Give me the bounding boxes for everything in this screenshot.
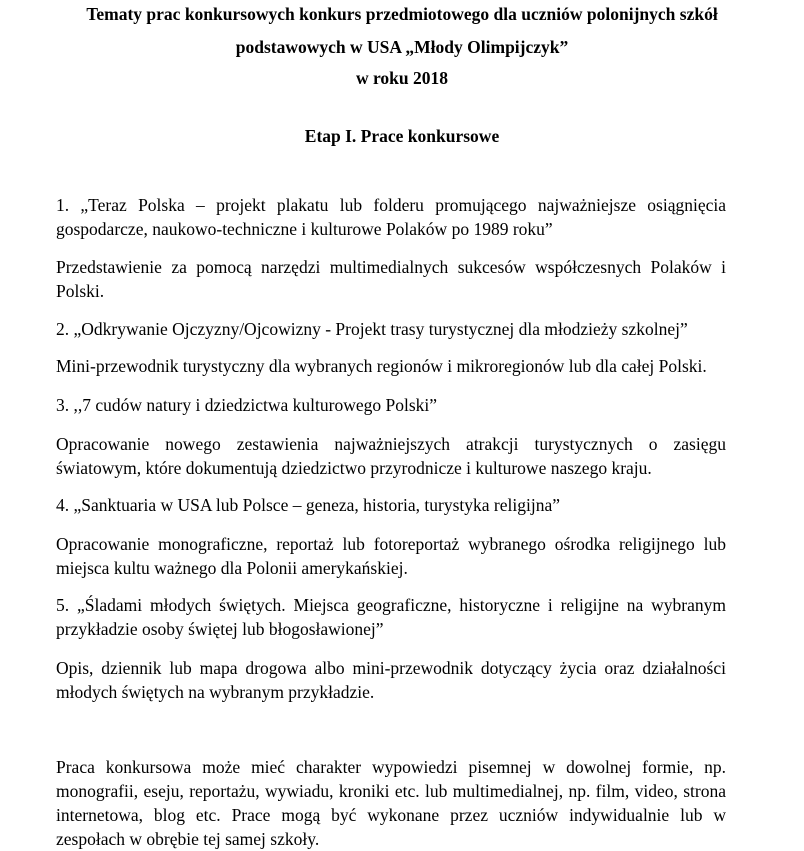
topic-3-description: Opracowanie nowego zestawienia najważniejszych atrakcji turystycznych o zasięgu światowym, które dokumentują dziedzictwo przyrodnicze i kulturowe naszego kraju. bbox=[56, 434, 726, 478]
closing-paragraph: Praca konkursowa może mieć charakter wypowiedzi pisemnej w dowolnej formie, np. monografii, eseju, reportażu, wywiadu, kroniki etc. lub multimedialnej, np. film, video, strona internetowa, blog etc. Prace mogą być wykonane przez uczniów indywidualnie lub w zespołach w obrębie tej samej szkoły. bbox=[56, 757, 726, 849]
document-title-line-2: podstawowych w USA „Młody Olimpijczyk” bbox=[235, 37, 569, 57]
topic-1-description: Przedstawienie za pomocą narzędzi multimedialnych sukcesów współczesnych Polaków i Polski. bbox=[56, 257, 726, 301]
topic-5-title: 5. „Śladami młodych świętych. Miejsca geograficzne, historyczne i religijne na wybranym przykładzie osoby świętej lub błogosławionej” bbox=[56, 595, 726, 639]
topic-2-description: Mini-przewodnik turystyczny dla wybranych regionów i mikroregionów lub dla całej Polski. bbox=[56, 356, 707, 376]
topic-1-title: 1. „Teraz Polska – projekt plakatu lub folderu promującego najważniejsze osiągnięcia gospodarcze, naukowo-techniczne i kulturowe Polaków po 1989 roku” bbox=[56, 195, 726, 239]
topic-4-description: Opracowanie monograficzne, reportaż lub fotoreportaż wybranego ośrodka religijnego lub miejsca kultu ważnego dla Polonii amerykańskiej. bbox=[56, 534, 726, 578]
document-title-line-3: w roku 2018 bbox=[355, 68, 449, 88]
topic-2-title: 2. „Odkrywanie Ojczyzny/Ojcowizny - Projekt trasy turystycznej dla młodzieży szkolnej” bbox=[56, 319, 688, 339]
topic-4-title: 4. „Sanktuaria w USA lub Polsce – geneza, historia, turystyka religijna” bbox=[56, 495, 560, 515]
document-title-line-1: Tematy prac konkursowych konkurs przedmiotowego dla uczniów polonijnych szkół bbox=[86, 4, 718, 24]
topic-5-description: Opis, dziennik lub mapa drogowa albo mini-przewodnik dotyczący życia oraz działalności młodych świętych na wybranym przykładzie. bbox=[56, 658, 726, 702]
topic-3-title: 3. ,,7 cudów natury i dziedzictwa kulturowego Polski” bbox=[56, 395, 438, 415]
stage-heading: Etap I. Prace konkursowe bbox=[304, 126, 500, 146]
